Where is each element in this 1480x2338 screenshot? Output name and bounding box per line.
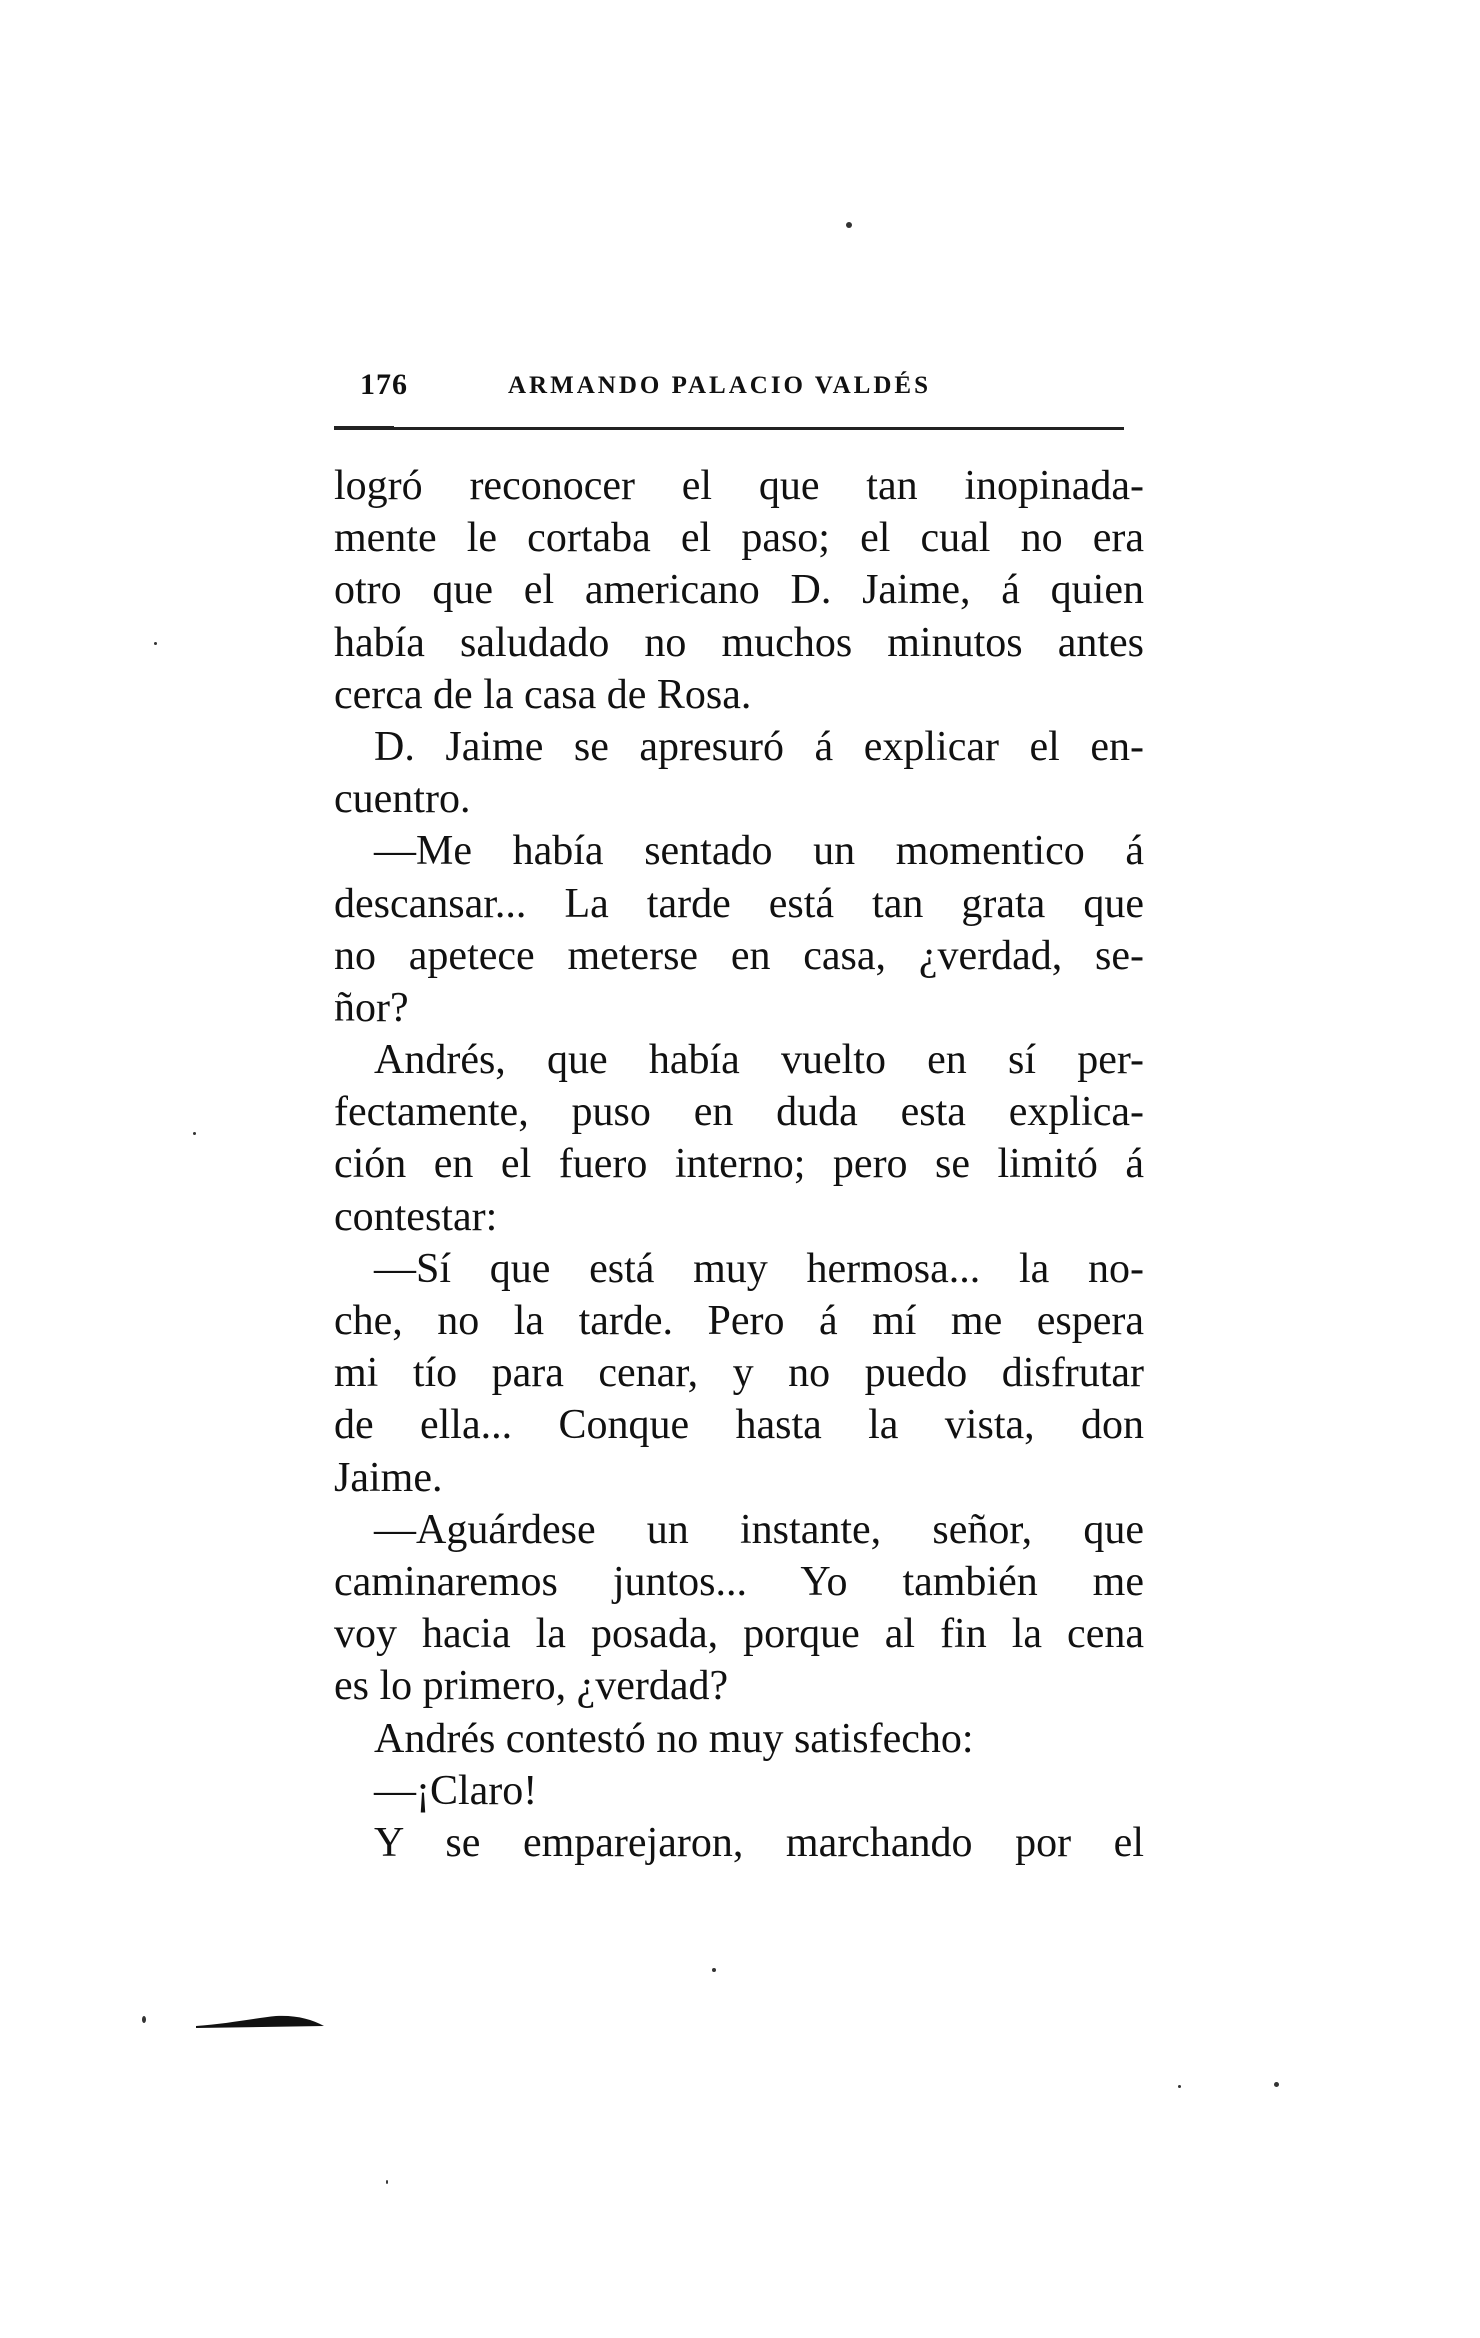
text-line: cuentro. [334,776,471,823]
text-line: ción en el fuero interno; pero se limitó á [334,1141,1144,1188]
text-line: —Sí que está muy hermosa... la no- [374,1245,1144,1292]
text-line: —¡Claro! [374,1767,538,1814]
scan-speck [193,1132,196,1135]
text-line: —Me había sentado un momentico á [374,828,1144,875]
scan-speck [154,642,157,645]
header-rule [334,427,1124,430]
text-line: voy hacia la posada, porque al fin la cena [334,1611,1144,1658]
text-line: descansar... La tarde está tan grata que [334,880,1144,927]
text-line: ñor? [334,984,409,1031]
page-number: 176 [360,368,408,401]
text-line: mente le cortaba el paso; el cual no era [334,515,1144,562]
text-line: Andrés contestó no muy satisfecho: [374,1715,974,1762]
text-line: es lo primero, ¿verdad? [334,1663,729,1710]
text-line: de ella... Conque hasta la vista, don [334,1402,1144,1449]
running-header [360,368,1130,408]
scan-speck [386,2180,388,2184]
text-line: cerca de la casa de Rosa. [334,671,752,718]
text-line: Andrés, que había vuelto en sí per- [374,1037,1144,1084]
text-line: había saludado no muchos minutos antes [334,619,1144,666]
body-text [334,460,1144,1869]
text-line: che, no la tarde. Pero á mí me espera [334,1298,1144,1344]
text-line: caminaremos juntos... Yo también me [334,1558,1144,1605]
text-line: D. Jaime se apresuró á explicar el en- [374,723,1144,770]
scan-speck [1178,2085,1181,2088]
scan-speck [142,2016,146,2023]
text-line: mi tío para cenar, y no puedo disfrutar [334,1350,1144,1397]
text-line: no apetece meterse en casa, ¿verdad, se- [334,932,1144,979]
text-line: fectamente, puso en duda esta explica- [334,1089,1144,1136]
text-line: Y se emparejaron, marchando por el [374,1819,1144,1866]
scan-speck [846,222,852,228]
ink-smudge [196,2014,324,2028]
text-line: Jaime. [334,1454,443,1501]
scan-speck [1274,2082,1279,2087]
running-title: ARMANDO PALACIO VALDÉS [508,372,931,399]
text-line: —Aguárdese un instante, señor, que [374,1506,1144,1553]
text-line: otro que el americano D. Jaime, á quien [334,567,1144,614]
text-line: contestar: [334,1193,498,1240]
text-line: logró reconocer el que tan inopinada- [334,463,1144,509]
scan-speck [712,1968,716,1972]
